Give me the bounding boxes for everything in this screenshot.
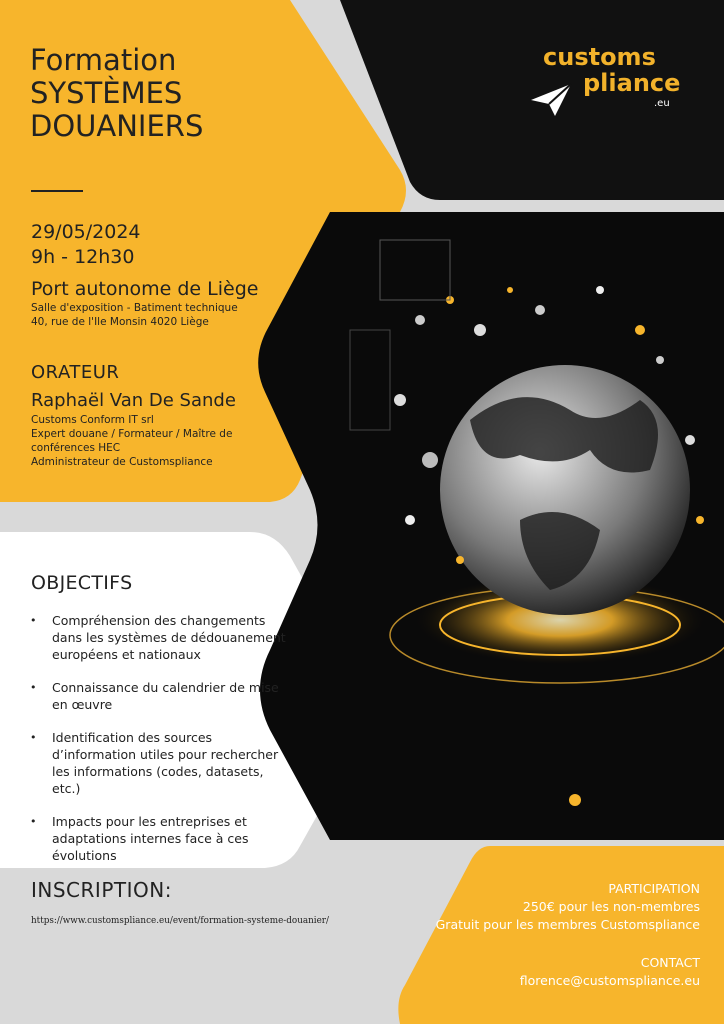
- list-item: • Identification des sources d’information utiles pour rechercher les informations (codes, datasets, etc.): [30, 729, 295, 797]
- globe-image: [250, 212, 724, 842]
- speaker-name: Raphaël Van De Sande: [31, 390, 236, 411]
- logo-line-1: customs: [543, 43, 656, 71]
- speaker-role: Expert douane / Formateur / Maître de: [31, 428, 233, 440]
- title-divider: [31, 190, 83, 192]
- venue-name: Port autonome de Liège: [31, 278, 259, 300]
- speaker-details: [31, 413, 281, 469]
- speaker-heading: ORATEUR: [31, 362, 120, 383]
- title-line-2: SYSTÈMES: [30, 76, 183, 110]
- title-line-1: Formation: [30, 43, 177, 77]
- participation-contact: [436, 880, 700, 990]
- venue-address: [31, 301, 238, 329]
- registration-link[interactable]: https://www.customspliance.eu/event/formation-systeme-douanier/: [31, 916, 329, 926]
- logo-line-2: pliance: [583, 69, 681, 97]
- title-line-3: DOUANIERS: [30, 109, 204, 143]
- speaker-company: Customs Conform IT srl: [31, 414, 154, 426]
- page-title: [30, 44, 203, 143]
- event-time: 9h - 12h30: [31, 246, 135, 268]
- event-date: 29/05/2024: [31, 221, 141, 243]
- objectives-list: [30, 612, 295, 880]
- registration-heading: INSCRIPTION:: [31, 878, 172, 902]
- venue-street: 40, rue de l'Ile Monsin 4020 Liège: [31, 316, 209, 328]
- list-item: • Compréhension des changements dans les systèmes de dédouanement européens et nationaux: [30, 612, 295, 663]
- speaker-admin: Administrateur de Customspliance: [31, 456, 213, 468]
- objectives-heading: OBJECTIFS: [31, 572, 133, 594]
- list-item: • Connaissance du calendrier de mise en œuvre: [30, 679, 295, 713]
- event-datetime: [31, 220, 141, 270]
- participation-heading: PARTICIPATION: [608, 881, 700, 896]
- contact-heading: CONTACT: [640, 955, 700, 970]
- list-item: • Impacts pour les entreprises et adaptations internes face à ces évolutions: [30, 813, 295, 864]
- price-non-members: 250€ pour les non-membres: [522, 899, 700, 914]
- speaker-role-2: conférences HEC: [31, 442, 121, 454]
- contact-email[interactable]: florence@customspliance.eu: [519, 973, 700, 988]
- venue-room: Salle d'exposition - Batiment technique: [31, 302, 238, 314]
- customspliance-logo: [521, 20, 687, 138]
- logo-suffix: .eu: [654, 98, 670, 109]
- paper-plane-icon: [529, 80, 573, 120]
- price-members: Gratuit pour les membres Customspliance: [435, 917, 700, 932]
